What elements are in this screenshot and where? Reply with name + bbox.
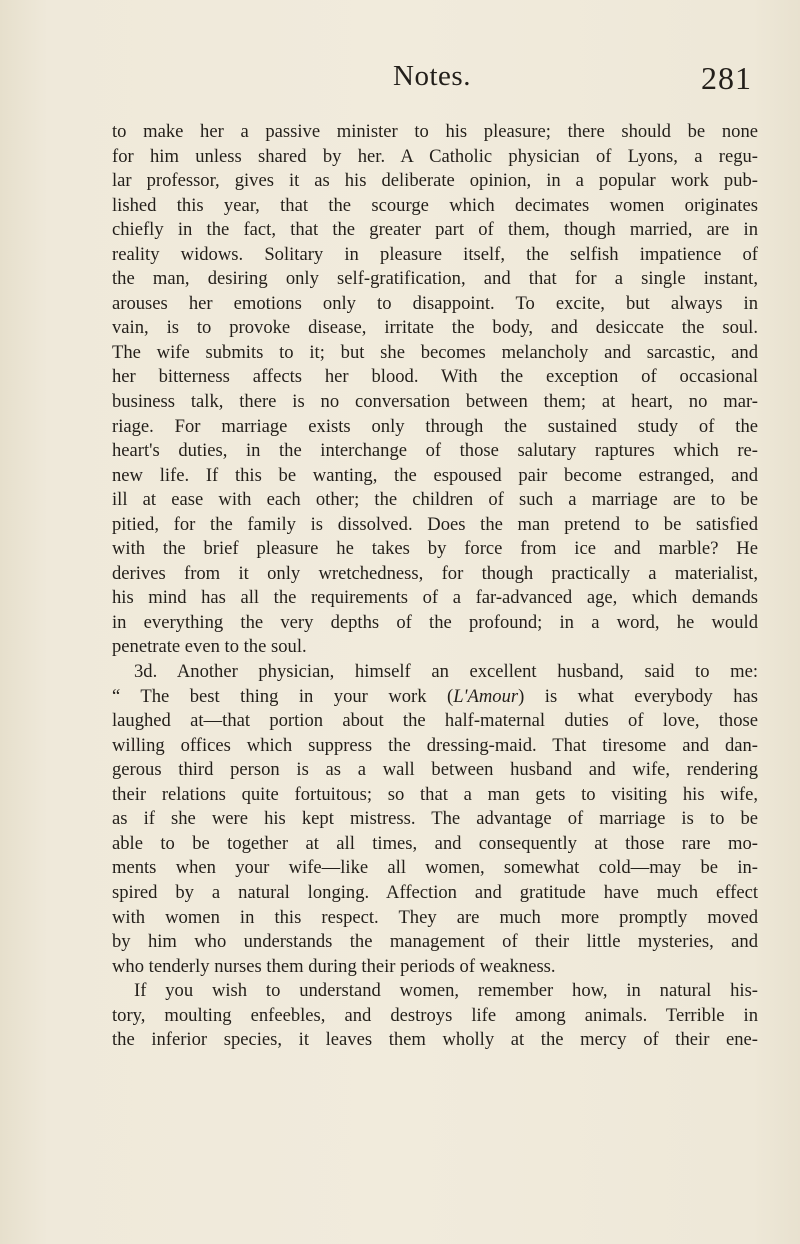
text-line: chiefly in the fact, that the greater part of them, though married, are in: [112, 219, 758, 241]
text-line: lished this year, that the scourge which decimates women originates: [112, 194, 758, 216]
running-head: Notes.: [393, 60, 471, 92]
text-line: with the brief pleasure he takes by force from ice and marble? He: [112, 538, 758, 560]
text-line: willing offices which suppress the dressing-maid. That tiresome and dan-: [112, 734, 758, 756]
page-header: [112, 60, 752, 112]
text-line: The wife submits to it; but she becomes melancholy and sarcastic, and: [112, 341, 758, 363]
text-line: able to be together at all times, and consequently at those rare mo-: [112, 832, 758, 854]
text-line: 3d. Another physician, himself an excellent husband, said to me:: [134, 661, 758, 683]
text-line: vain, is to provoke disease, irritate the body, and desiccate the soul.: [112, 317, 758, 339]
text-line: tory, moulting enfeebles, and destroys life among animals. Terrible in: [112, 1004, 758, 1026]
text-line: derives from it only wretchedness, for though practically a materialist,: [112, 562, 758, 584]
text-line: gerous third person is as a wall between husband and wife, rendering: [112, 759, 758, 781]
text-line: riage. For marriage exists only through the sustained study of the: [112, 415, 758, 437]
text-line: by him who understands the management of their little mysteries, and: [112, 931, 758, 953]
book-title-italic: L'Amour: [453, 685, 519, 707]
text-line: with women in this respect. They are much more promptly moved: [112, 906, 758, 928]
text-line: penetrate even to the soul.: [112, 636, 307, 658]
text-line: to make her a passive minister to his pleasure; there should be none: [112, 121, 758, 142]
body-text: [112, 120, 758, 1053]
text-line: her bitterness affects her blood. With the exception of occasional: [112, 366, 758, 388]
paragraph-1: [112, 120, 758, 660]
text-line: arouses her emotions only to disappoint. To excite, but always in: [112, 292, 758, 314]
text-line: spired by a natural longing. Affection and gratitude have much effect: [112, 881, 758, 903]
text-line: heart's duties, in the interchange of those salutary raptures which re-: [112, 440, 758, 462]
text-line: laughed at—that portion about the half-maternal duties of love, those: [112, 710, 758, 732]
paragraph-2: [112, 660, 758, 979]
text-line: If you wish to understand women, remember how, in natural his-: [134, 980, 758, 1002]
page-number: 281: [701, 60, 752, 96]
text-line: lar professor, gives it as his deliberate opinion, in a popular work pub-: [112, 170, 758, 192]
text-line: the inferior species, it leaves them wholly at the mercy of their ene-: [112, 1029, 758, 1051]
text-line: their relations quite fortuitous; so that a man gets to visiting his wife,: [112, 783, 758, 805]
text-line: ments when your wife—like all women, somewhat cold—may be in-: [112, 857, 758, 879]
text-line: new life. If this be wanting, the espoused pair become estranged, and: [112, 464, 758, 486]
text-line: pitied, for the family is dissolved. Does the man pretend to be satisfied: [112, 513, 758, 535]
text-line: business talk, there is no conversation between them; at heart, no mar-: [112, 391, 758, 413]
text-line: in everything the very depths of the profound; in a word, he would: [112, 611, 758, 633]
text-line: who tenderly nurses them during their periods of weakness.: [112, 955, 556, 977]
text-line: his mind has all the requirements of a far-advanced age, which demands: [112, 587, 758, 609]
text-line: ill at ease with each other; the children of such a marriage are to be: [112, 489, 758, 511]
text-line: the man, desiring only self-gratification, and that for a single instant,: [112, 268, 758, 290]
paragraph-3: [112, 979, 758, 1053]
text-line: “ The best thing in your work (L'Amour) is what everybody has: [112, 685, 758, 707]
text-line: for him unless shared by her. A Catholic physician of Lyons, a regu-: [112, 145, 758, 167]
text-line: reality widows. Solitary in pleasure itself, the selfish impatience of: [112, 243, 758, 265]
text-line: as if she were his kept mistress. The advantage of marriage is to be: [112, 808, 758, 830]
